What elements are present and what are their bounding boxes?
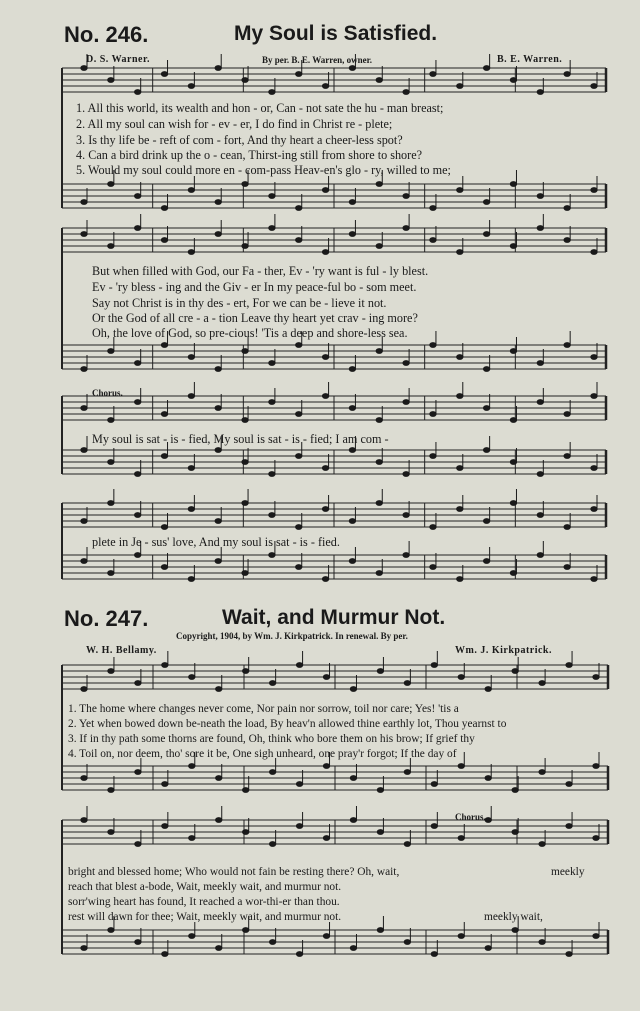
hymn-246-verse-2b: Ev - 'ry bless - ing and the Giv - er In my peace-ful bo - som meet.: [92, 280, 417, 294]
hymn-246-composer: B. E. Warren.: [497, 54, 563, 65]
hymn-246-chorus-line-2: plete in Je - sus' love, And my soul is sat - is - fied.: [92, 535, 340, 549]
hymn-247-verse-3b: sorr'wing heart has found, It reached a wor-thi-er than thou.: [68, 896, 340, 908]
hymn-247-copyright: Copyright, 1904, by Wm. J. Kirkpatrick. In renewal. By per.: [176, 631, 408, 641]
hymn-247-chorus-word-2: meekly wait,: [484, 911, 543, 923]
hymn-246-title: My Soul is Satisfied.: [234, 22, 438, 45]
hymn-247-chorus-label: Chorus.: [455, 812, 486, 822]
hymn-247-verse-1: 1. The home where changes never come, Nor pain nor sorrow, toil nor care; Yes! 'tis a: [68, 703, 459, 715]
hymn-247-number: No. 247.: [64, 606, 149, 631]
hymn-246-verse-1b: But when filled with God, our Fa - ther, Ev - 'ry want is ful - ly blest.: [92, 264, 429, 278]
hymn-247-verse-2: 2. Yet when bowed down be-neath the load, By heav'n allowed thine earthly lot, Thou yearnst to: [68, 718, 507, 730]
hymn-246-verse-5: 5. Would my soul could more en - com-pass Heav-en's glo - ry, willed to me;: [76, 163, 451, 177]
hymn-247-verse-4: 4. Toil on, nor deem, tho' sore it be, One sigh unheard, one pray'r forgot; If the day of: [68, 748, 457, 760]
hymn-246-verse-4: 4. Can a bird drink up the o - cean, Thirst-ing still from shore to shore?: [76, 148, 423, 162]
hymn-247-verse-3: 3. If in thy path some thorns are found, Oh, think who bore them on his brow; If grief thy: [68, 733, 475, 745]
hymn-247-verse-4b: rest will dawn for thee; Wait, meekly wait, and murmur not.: [68, 911, 342, 923]
hymn-247-verse-1b: bright and blessed home; Who would not fain be resting there? Oh, wait,: [68, 866, 400, 878]
hymn-246-verse-2: 2. All my soul can wish for - ev - er, I do find in Christ re - plete;: [76, 117, 393, 131]
hymn-246-verse-5b: Oh, the love of God, so pre-cious! 'Tis a deep and shore-less sea.: [92, 326, 408, 340]
hymn-246-verse-4b: Or the God of all cre - a - tion Leave thy heart yet crav - ing more?: [92, 311, 418, 325]
hymn-246-permission: By per. B. E. Warren, owner.: [262, 55, 373, 65]
hymn-247-composer: Wm. J. Kirkpatrick.: [455, 645, 552, 656]
hymn-246-verse-3b: Say not Christ is in thy des - ert, For we can be - lieve it not.: [92, 296, 387, 310]
hymn-246-author: D. S. Warner.: [86, 54, 151, 65]
hymn-246-verse-1: 1. All this world, its wealth and hon - or, Can - not sate the hu - man breast;: [76, 101, 444, 115]
hymn-247-title: Wait, and Murmur Not.: [222, 606, 446, 629]
hymn-246-number: No. 246.: [64, 22, 149, 47]
hymn-246-chorus-label: Chorus.: [92, 388, 123, 398]
hymn-246-verse-3: 3. Is thy life be - reft of com - fort, And thy heart a cheer-less spot?: [76, 133, 403, 147]
hymn-246-chorus-line-1: My soul is sat - is - fied, My soul is sat - is - fied; I am com -: [92, 432, 389, 446]
hymn-247-chorus-word-1: meekly: [551, 866, 585, 878]
hymn-247-verse-2b: reach that blest a-bode, Wait, meekly wait, and murmur not.: [68, 881, 342, 893]
hymn-247-author: W. H. Bellamy.: [86, 645, 157, 656]
